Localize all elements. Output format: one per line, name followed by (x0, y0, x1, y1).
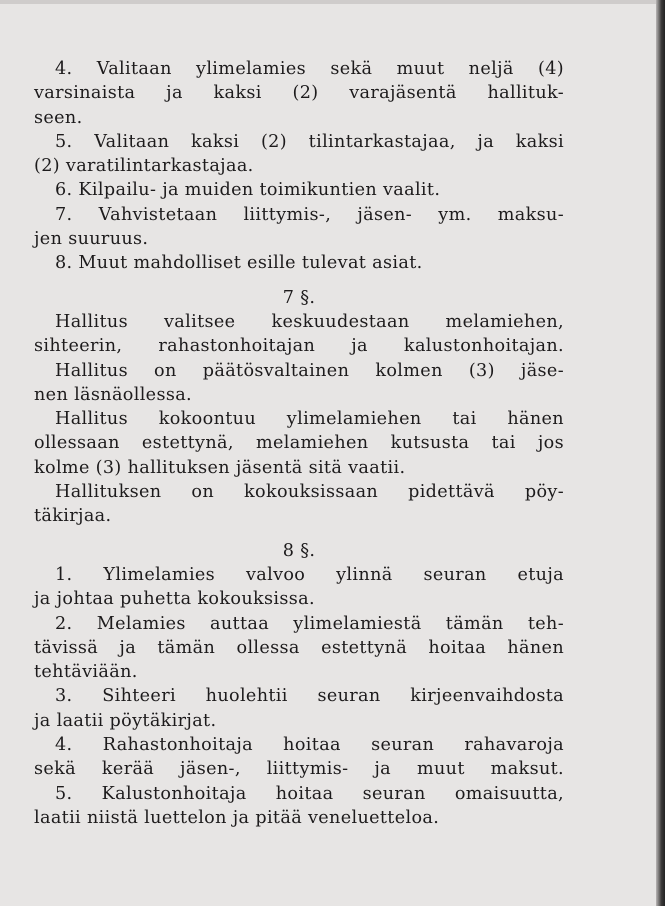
text-line: seen. (34, 107, 83, 128)
text-line: 3. Sihteeri huolehtii seuran kirjeenvaihdosta (55, 686, 564, 707)
text-line: 1. Ylimelamies valvoo ylinnä seuran etuja (55, 564, 564, 585)
bylaws-text (34, 57, 564, 830)
text-line: tehtäviään. (34, 662, 138, 683)
text-line: 8. Muut mahdolliset esille tulevat asiat. (55, 253, 423, 274)
text-line: 2. Melamies auttaa ylimelamiestä tämän teh- (55, 613, 564, 634)
page-top-edge (0, 0, 665, 4)
text-line: laatii niistä luettelon ja pitää veneluetteloa. (34, 807, 440, 828)
text-line: varsinaista ja kaksi (2) varajäsentä hallituk- (34, 83, 564, 104)
text-line: 5. Kalustonhoitaja hoitaa seuran omaisuutta, (55, 783, 564, 804)
section-heading: 8 §. (282, 540, 316, 561)
text-line: (2) varatilintarkastajaa. (34, 156, 254, 177)
text-line: Hallituksen on kokouksissaan pidettävä pöy- (55, 482, 564, 503)
text-line: Hallitus on päätösvaltainen kolmen (3) jäse- (55, 360, 564, 381)
text-line: 5. Valitaan kaksi (2) tilintarkastajaa, ja kaksi (55, 131, 564, 152)
text-line: jen suuruus. (34, 229, 149, 250)
page-right-edge (656, 0, 665, 906)
text-line: Hallitus valitsee keskuudestaan melamiehen, (55, 311, 564, 332)
text-line: ja laatii pöytäkirjat. (34, 710, 217, 731)
text-line: sekä kerää jäsen-, liittymis- ja muut maksut. (34, 759, 564, 780)
text-line: tävissä ja tämän ollessa estettynä hoitaa hänen (34, 637, 564, 658)
text-line: 7. Vahvistetaan liittymis-, jäsen- ym. maksu- (55, 204, 564, 225)
text-line: 4. Rahastonhoitaja hoitaa seuran rahavaroja (55, 735, 564, 756)
text-line: ja johtaa puhetta kokouksissa. (34, 589, 315, 610)
section-heading: 7 §. (282, 287, 316, 308)
text-line: täkirjaa. (34, 506, 112, 527)
text-line: Hallitus kokoontuu ylimelamiehen tai hänen (55, 409, 564, 430)
text-line: ollessaan estettynä, melamiehen kutsusta tai jos (34, 433, 564, 454)
text-line: 6. Kilpailu- ja muiden toimikuntien vaalit. (55, 180, 441, 201)
text-line: 4. Valitaan ylimelamies sekä muut neljä (4) (55, 59, 564, 79)
text-line: nen läsnäollessa. (34, 384, 192, 405)
text-line: kolme (3) hallituksen jäsentä sitä vaatii. (34, 457, 406, 478)
text-line: sihteerin, rahastonhoitajan ja kalustonhoitajan. (34, 336, 564, 357)
